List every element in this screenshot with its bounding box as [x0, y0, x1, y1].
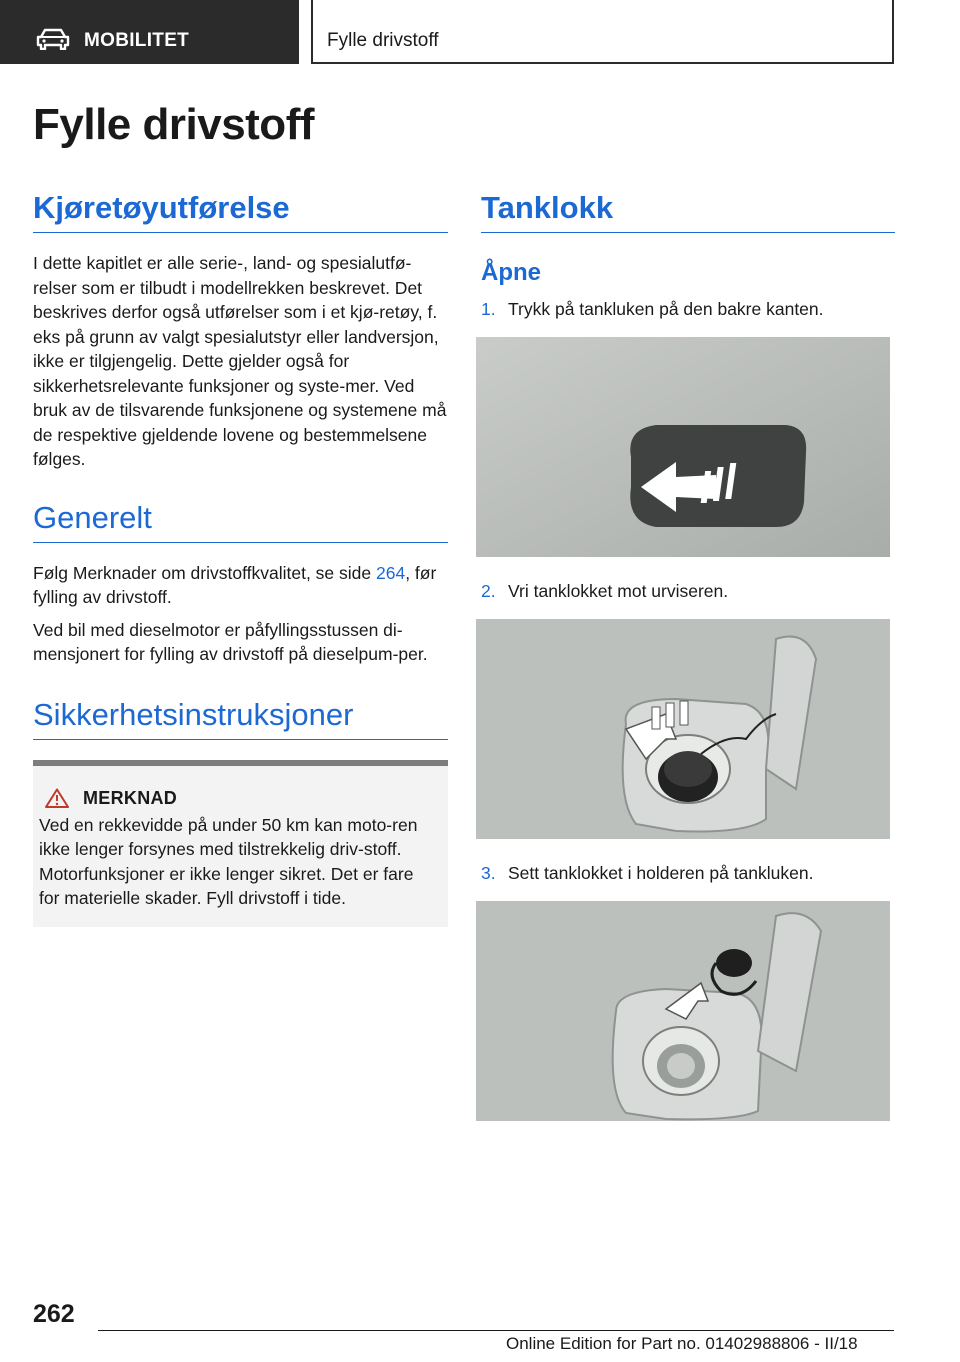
- notice-text: Ved en rekkevidde på under 50 km kan moto-ren ikke lenger forsynes med tilstrekkelig driv-stoff. Motorfunksjoner er ikke lenger sikret. Det er fare for materielle skader. Fyll drivstoff i tide.: [39, 814, 418, 908]
- step-2: [481, 579, 895, 603]
- general-text-1-end: , før fylling av drivstoff.: [33, 562, 437, 607]
- step-text: Trykk på tankluken på den bakre kanten.: [508, 299, 824, 319]
- figure-turn-cap: [476, 619, 890, 839]
- fuel-flap-illustration: [476, 337, 890, 557]
- vehicle-version-text: I dette kapitlet er alle serie-, land- og spesialutfø-relser som er tilbudt i modellrekken beskrevet. Det beskrives derfor også utførelser som i et kjø-retøy, f. eks på grunn av valgt spesialutstyr eller landversjon, ikke er tilgjengelig. Dette gjelder også for sikkerhetsrelevante funksjoner og syste-mer. Ved bruk av de tilsvarende funksjonene og systemene må de respektive gjeldende lovene og bestemmelsene følges.: [33, 253, 447, 469]
- heading-open: Åpne: [481, 259, 541, 286]
- right-column: [481, 190, 895, 1121]
- store-cap-illustration: [476, 901, 890, 1121]
- section-label: MOBILITET: [84, 30, 190, 51]
- heading-vehicle-version: Kjøretøyutførelse: [33, 190, 448, 233]
- general-text-1-start: Følg Merknader om drivstoffkvalitet, se side: [33, 562, 376, 583]
- figure-store-cap: [476, 901, 890, 1121]
- step-text: Sett tanklokket i holderen på tankluken.: [508, 863, 814, 883]
- heading-fuel-cap: Tanklokk: [481, 190, 895, 233]
- heading-general: Generelt: [33, 500, 448, 543]
- step-number: 1.: [481, 299, 496, 319]
- step-number: 3.: [481, 863, 496, 883]
- figure-press-flap: [476, 337, 890, 557]
- page-title: Fylle drivstoff: [33, 100, 314, 149]
- warning-icon: [45, 788, 69, 808]
- heading-safety: Sikkerhetsinstruksjoner: [33, 697, 448, 740]
- step-3: [481, 861, 895, 885]
- general-text-1: [33, 561, 448, 610]
- page-reference-link[interactable]: 264: [376, 562, 406, 583]
- step-1: [481, 297, 895, 321]
- chapter-label: Fylle drivstoff: [327, 30, 439, 51]
- page-header: [0, 0, 960, 66]
- footer-divider: [98, 1330, 894, 1331]
- chapter-tab[interactable]: [311, 0, 894, 64]
- step-number: 2.: [481, 581, 496, 601]
- car-icon: [36, 28, 70, 50]
- general-text-2: Ved bil med dieselmotor er påfyllingsstussen di-mensjonert for fylling av drivstoff på dieselpum-per.: [33, 619, 428, 664]
- step-text: Vri tanklokket mot urviseren.: [508, 581, 729, 601]
- edition-info: Online Edition for Part no. 01402988806 - II/18: [506, 1334, 858, 1353]
- page-number: 262: [33, 1300, 75, 1328]
- notice-header: [39, 788, 438, 809]
- turn-cap-illustration: [476, 619, 890, 839]
- notice-box: [33, 760, 448, 927]
- section-tab[interactable]: [0, 0, 299, 64]
- left-column: [33, 190, 448, 927]
- notice-label: MERKNAD: [83, 787, 178, 808]
